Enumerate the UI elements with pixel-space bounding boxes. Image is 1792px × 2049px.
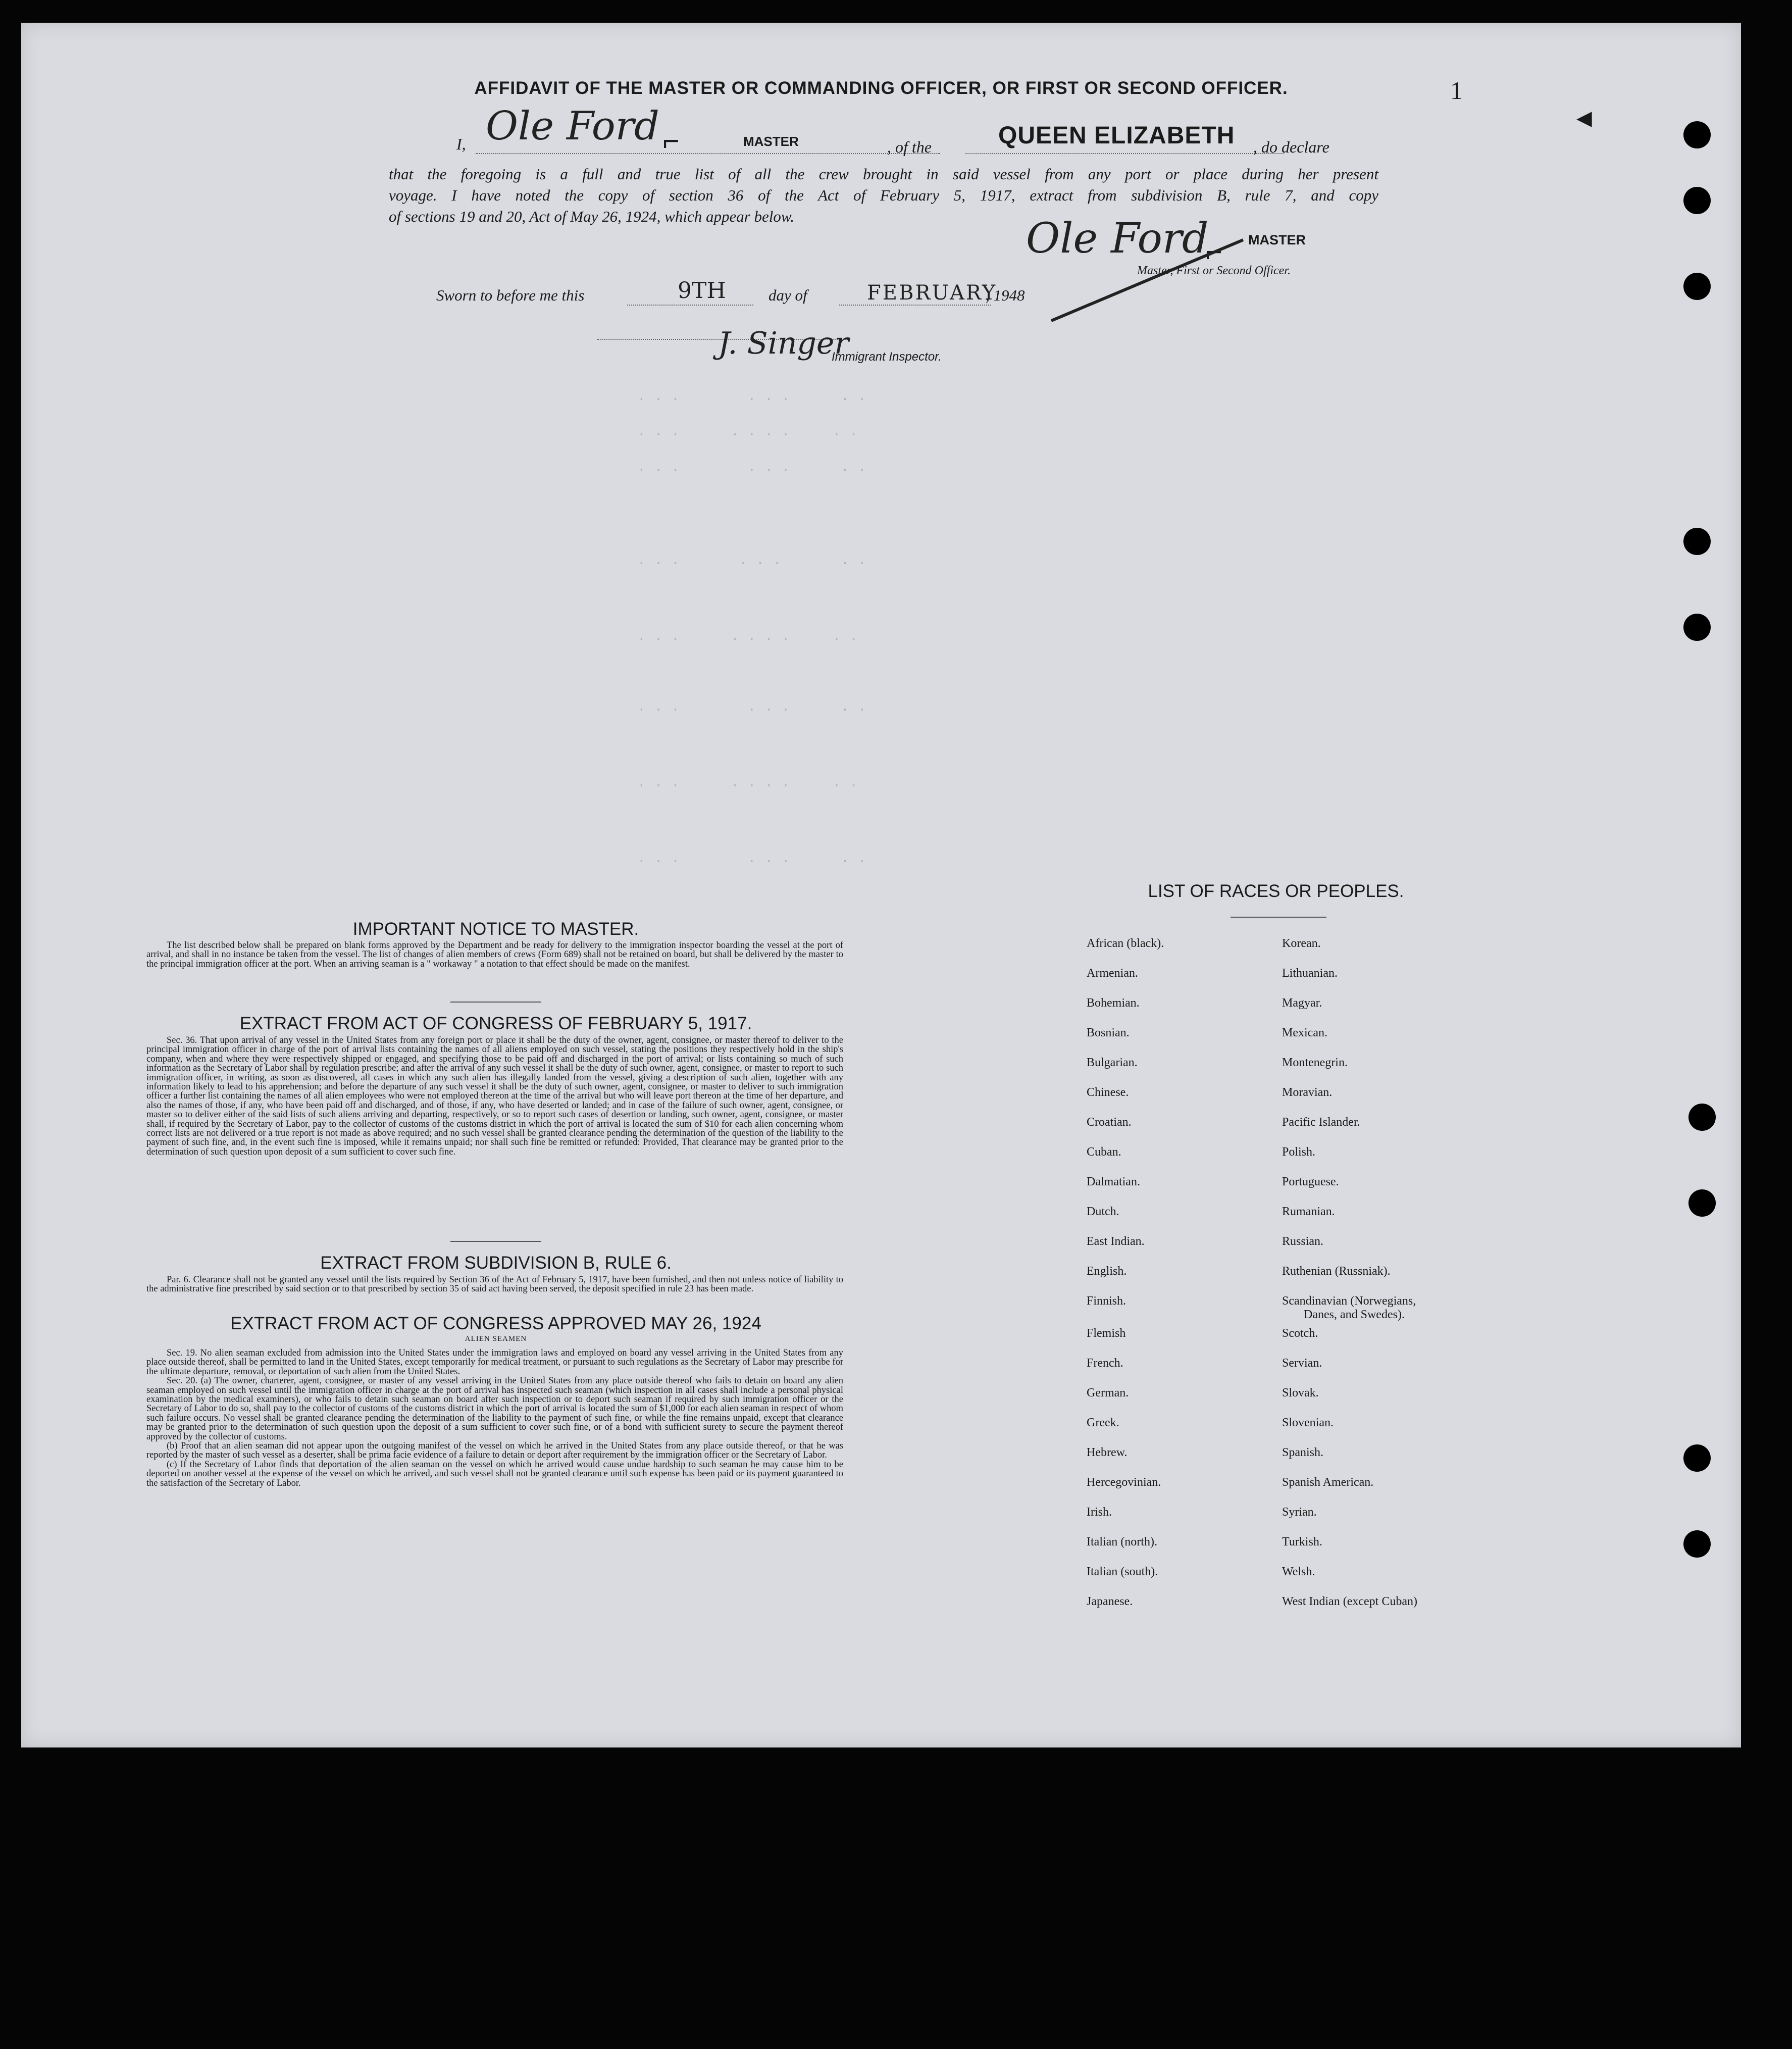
sec20a-text: Sec. 20. (a) The owner, charterer, agent, consignee, or master of any vessel arriving in the United States from any place outside thereof who fails to detain on board any alien seaman employed on such vessel until the immigration officer in charge at the port of arrival has inspected such seaman (which inspection in all cases shall include a personal physical examination by the medical examiners), or who fails to detain such seaman on board after such inspection or to deport such seaman if required by such immigration officer or the Secretary of Labor to do so, shall pay to the collector of customs of the customs district in which the port of arrival is located the sum of $1,000 for each alien seaman in respect of whom such failure occurs. No vessel shall be granted clearance pending the determination of the liability to the payment of such fine, or while the fine remains unpaid, except that clearance may be granted prior to the determination of such question upon the deposit of a sum sufficient to cover such fine, or of a bond with sufficient surety to secure the payment thereof approved by the collector of customs. (146, 1376, 843, 1442)
sworn-day: 9TH (678, 278, 726, 304)
bleed-through-text: . . . . . . . . (637, 699, 866, 715)
bleed-through-text: . . . . . . . . . (637, 424, 858, 440)
race-item: Croatian. (1087, 1116, 1132, 1129)
month-line (839, 305, 991, 306)
master-signature-2: Ole Ford (1026, 215, 1209, 263)
race-item: Ruthenian (Russniak). (1282, 1265, 1391, 1278)
bleed-through-text: . . . . . . . . . (637, 775, 858, 791)
divider (450, 1002, 541, 1003)
sec20c-text: (c) If the Secretary of Labor finds that deportation of the alien seaman on the vessel on which he arrived would cause undue hardship to such seaman he may cause him to be deported on another vessel at the expense of the vessel on which he arrived, and such vessel shall not be granted clearance until such expense has been paid or its payment guaranteed to the satisfaction of the Secretary of Labor. (146, 1459, 843, 1488)
race-item: Chinese. (1087, 1086, 1129, 1099)
binder-hole (1683, 121, 1711, 148)
race-item: Spanish. (1282, 1446, 1324, 1459)
vessel-line (965, 153, 1284, 154)
day-line (627, 305, 753, 306)
races-title: LIST OF RACES OR PEOPLES. (1148, 881, 1404, 901)
race-item: Moravian. (1282, 1086, 1333, 1099)
race-item: Scandinavian (Norwegians, (1282, 1294, 1416, 1308)
race-item: French. (1087, 1357, 1123, 1370)
extract-1917-block (146, 1036, 843, 1157)
race-item: West Indian (except Cuban) (1282, 1595, 1417, 1608)
race-item-continuation: Danes, and Swedes). (1304, 1308, 1405, 1321)
vessel-name: QUEEN ELIZABETH (998, 122, 1235, 149)
race-item: Dalmatian. (1087, 1175, 1140, 1188)
bleed-through-text: . . . . . . . . (637, 851, 866, 867)
race-item: Hebrew. (1087, 1446, 1128, 1459)
sworn-label: Sworn to before me this (436, 286, 585, 304)
inspector-signature: J. Singer (718, 326, 849, 361)
do-declare-label: , do declare (1253, 138, 1329, 156)
affidavit-i-label: I, (456, 135, 466, 153)
race-item: Spanish American. (1282, 1476, 1374, 1489)
race-item: Montenegrin. (1282, 1056, 1348, 1069)
binder-hole (1683, 1444, 1711, 1472)
extract-1917-title: EXTRACT FROM ACT OF CONGRESS OF FEBRUARY 5, 1917. (239, 1014, 752, 1033)
race-item: East Indian. (1087, 1235, 1145, 1248)
race-item: Bulgarian. (1087, 1056, 1138, 1069)
binder-hole (1688, 1104, 1716, 1131)
race-item: Italian (north). (1087, 1535, 1157, 1548)
divider (450, 1241, 541, 1242)
margin-mark: 1 (1450, 76, 1463, 105)
bleed-through-text: . . . . . . . . . (637, 629, 858, 644)
race-item: African (black). (1087, 937, 1164, 950)
affidavit-title: AFFIDAVIT OF THE MASTER OR COMMANDING OFFICER, OR FIRST OR SECOND OFFICER. (474, 78, 1288, 98)
race-item: Slovak. (1282, 1386, 1319, 1400)
race-item: Korean. (1282, 937, 1321, 950)
binder-hole (1683, 528, 1711, 555)
binder-hole (1683, 1530, 1711, 1558)
bleed-through-text: . . . . . . . . (637, 460, 866, 475)
race-item: Mexican. (1282, 1026, 1327, 1039)
inspector-caption: Immigrant Inspector. (832, 350, 942, 364)
affidavit-line-3: of sections 19 and 20, Act of May 26, 1924, which appear below. (389, 208, 795, 225)
race-item: Polish. (1282, 1145, 1316, 1159)
extract-1917-body: Sec. 36. That upon arrival of any vessel in the United States from any foreign port or place it shall be the duty of the owner, agent, consignee, or master thereof to deliver to the principal immigration officer in charge of the port of arrival lists containing the names of all aliens employed on such vessel, stating the positions they respectively hold in the ship's company, when and where they were respectively shipped or engaged, and specifying those to be paid off and discharged in the port of arrival; or lists containing so much of such information as the Secretary of Labor shall by regulation prescribe; and after the arrival of any such vessel it shall be the duty of such owner, agent, consignee, or master to report to such immigration officer, in writing, as soon as discovered, all cases in which any such alien has illegally landed from the vessel, giving a description of such alien, together with any information likely to lead to his apprehension; and before the departure of any such vessel it shall be the duty of such owner, agent, consignee, or master to deliver to such immigration officer a further list containing the names of all alien employees who were not employed thereon at the time of the arrival but who will leave port thereon at the time of her departure, and also the names of those, if any, who have been paid off and discharged, and of those, if any, who have deserted or landed; and in case of the failure of such owner, agent, consignee, or master so to deliver either of the said lists of such aliens arriving and departing, respectively, or so to report such cases of desertion or landing, such owner, agent, consignee, or master shall, if required by the Secretary of Labor, pay to the collector of customs of the customs district in which the port of arrival is located the sum of $10 for each alien concerning whom correct lists are not delivered or a true report is not made as above required; and no such vessel shall be granted clearance pending the determination of the question of the liability to the payment of such fine, and, in the event such fine is imposed, while it remains unpaid; nor shall such fine be remitted or refunded: Provided, That clearance may be granted prior to the determination of such question upon deposit of a sum sufficient to cover such fine. (146, 1035, 843, 1157)
race-item: Welsh. (1282, 1565, 1315, 1578)
race-item: Irish. (1087, 1506, 1112, 1519)
race-item: German. (1087, 1386, 1129, 1400)
of-the-label: , of the (887, 138, 932, 156)
document-page (21, 23, 1741, 1747)
race-item: Dutch. (1087, 1205, 1119, 1218)
sec20b-text: (b) Proof that an alien seaman did not appear upon the outgoing manifest of the vessel on which he arrived in the United States from any place outside thereof, or that he was reported by the master of such vessel as a deserter, shall be prima facie evidence of a failure to detain or deport after requirement by the immigration officer or the Secretary of Labor. (146, 1441, 843, 1461)
race-item: Magyar. (1282, 996, 1322, 1010)
races-title-underline (1231, 917, 1326, 918)
extract-rule6-title: EXTRACT FROM SUBDIVISION B, RULE 6. (320, 1253, 672, 1273)
extract-1924-subtitle: ALIEN SEAMEN (465, 1335, 527, 1343)
race-item: Pacific Islander. (1282, 1116, 1360, 1129)
binder-hole (1683, 187, 1711, 214)
signature-stroke (1046, 235, 1248, 326)
bleed-through-text: . . . . . . . . (637, 389, 866, 405)
race-item: Flemish (1087, 1327, 1126, 1340)
race-item: Turkish. (1282, 1535, 1322, 1548)
notice-title: IMPORTANT NOTICE TO MASTER. (352, 919, 639, 939)
race-item: Russian. (1282, 1235, 1324, 1248)
race-item: Syrian. (1282, 1506, 1317, 1519)
race-item: Japanese. (1087, 1595, 1133, 1608)
bleed-through-text: . . . . . . . . (637, 553, 866, 569)
extract-1924-title: EXTRACT FROM ACT OF CONGRESS APPROVED MAY 26, 1924 (230, 1314, 761, 1333)
race-item: Hercegovinian. (1087, 1476, 1161, 1489)
binder-hole (1683, 614, 1711, 641)
race-item: Bohemian. (1087, 996, 1140, 1010)
margin-arrow: ◀ (1576, 107, 1592, 129)
rank-label-2: MASTER (1248, 232, 1306, 247)
race-item: Portuguese. (1282, 1175, 1339, 1188)
extract-1924-block (146, 1348, 843, 1488)
binder-hole (1688, 1189, 1716, 1217)
race-item: Slovenian. (1282, 1416, 1334, 1429)
sworn-year: , 1948 (986, 286, 1025, 304)
binder-hole (1683, 273, 1711, 300)
race-item: Servian. (1282, 1357, 1322, 1370)
master-signature: Ole Ford (486, 104, 659, 149)
race-item: Lithuanian. (1282, 967, 1338, 980)
race-item: Bosnian. (1087, 1026, 1130, 1039)
race-item: Armenian. (1087, 967, 1138, 980)
affidavit-line-2: voyage. I have noted the copy of section 36 of the Act of February 5, 1917, extract from subdivision B, rule 7, and copy (389, 186, 1378, 204)
race-item: English. (1087, 1265, 1127, 1278)
notice-body: The list described below shall be prepared on blank forms approved by the Department and be ready for delivery to the immigration inspector boarding the vessel at the port of arrival, and shall in no instance be taken from the vessel. The list of changes of alien members of crews (Form 689) shall not be retained on board, but shall be delivered by the master to the principal immigration officer at the port. When an arriving seaman is a " workaway " a notation to that effect should be made on the manifest. (146, 940, 843, 969)
signature-flourish: ⌐ (662, 124, 680, 158)
extract-rule6-body: Par. 6. Clearance shall not be granted any vessel until the lists required by Section 36 of the Act of February 5, 1917, have been furnished, and then not unless notice of liability to the administrative fine prescribed by said section or to that prescribed by section 35 of said act having been served, the deposit specified in rule 23 has been made. (146, 1275, 843, 1294)
race-item: Italian (south). (1087, 1565, 1158, 1578)
race-item: Finnish. (1087, 1294, 1127, 1308)
sworn-month: FEBRUARY (867, 281, 997, 305)
race-item: Greek. (1087, 1416, 1119, 1429)
rank-label: MASTER (743, 134, 799, 149)
day-of-label: day of (769, 286, 807, 304)
notice-body-block (146, 941, 843, 969)
master-name-line (476, 153, 940, 154)
signature-flourish-2: ⌐ (1205, 235, 1223, 269)
officer-caption: Master, First or Second Officer. (1137, 264, 1291, 277)
sec19-text: Sec. 19. No alien seaman excluded from admission into the United States under the immigration laws and employed on board any vessel arriving in the United States from any place outside thereof, shall be permitted to land in the United States, except temporarily for medical treatment, or pursuant to such regulations as the Secretary of Labor may prescribe for the ultimate departure, removal, or deportation of such alien from the United States. (146, 1348, 843, 1377)
affidavit-line-1: that the foregoing is a full and true list of all the crew brought in said vessel from any port or place during her present (389, 165, 1378, 183)
race-item: Scotch. (1282, 1327, 1318, 1340)
race-item: Cuban. (1087, 1145, 1121, 1159)
extract-rule6-block (146, 1275, 843, 1294)
race-item: Rumanian. (1282, 1205, 1335, 1218)
